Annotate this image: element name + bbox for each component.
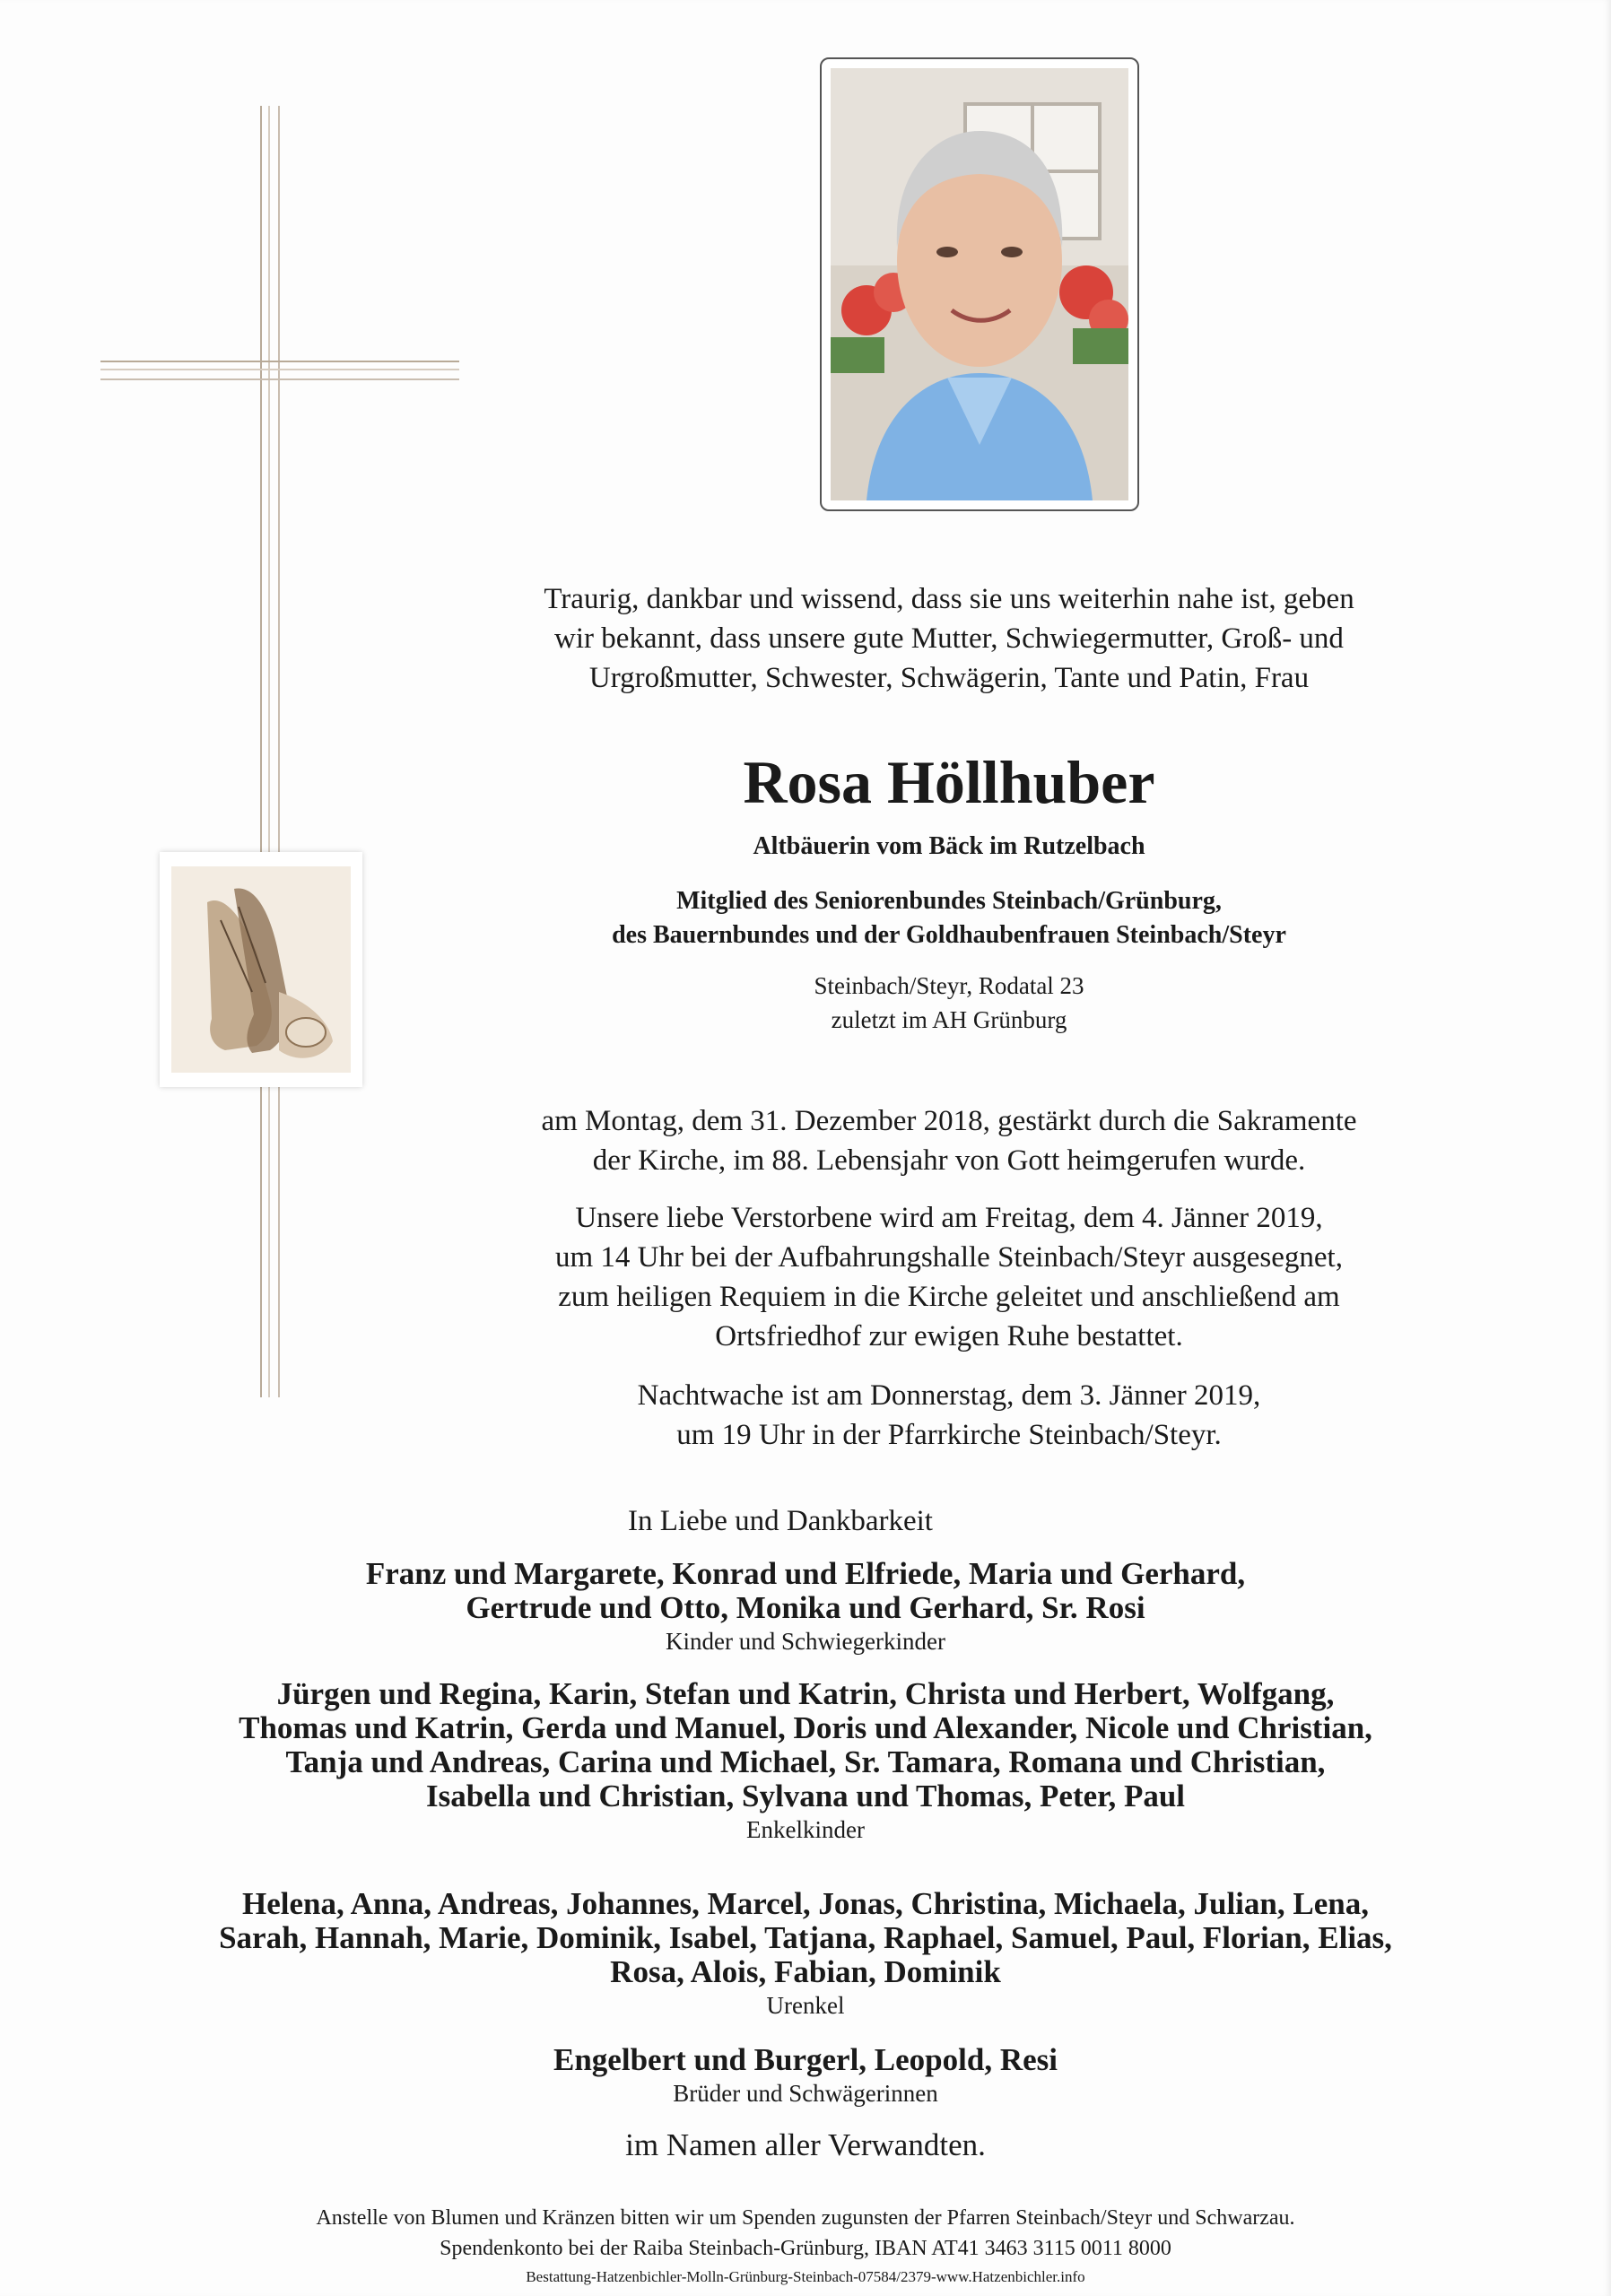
praying-hands-card <box>160 852 362 1087</box>
membership-line: Mitglied des Seniorenbundes Steinbach/Grünburg, <box>676 887 1222 915</box>
family-names-line: Jürgen und Regina, Karin, Stefan und Katrin, Christa und Herbert, Wolfgang, <box>276 1676 1335 1711</box>
death-notice-line: der Kirche, im 88. Lebensjahr von Gott heimgerufen wurde. <box>592 1144 1306 1177</box>
footer-line: Spendenkonto bei der Raiba Steinbach-Grünburg, IBAN AT41 3463 3115 0011 8000 <box>440 2237 1171 2260</box>
praying-hands-icon <box>171 866 351 1073</box>
address <box>466 969 1432 1037</box>
cross-bar <box>100 361 459 380</box>
death-notice-line: am Montag, dem 31. Dezember 2018, gestärkt durch die Sakramente <box>541 1105 1357 1137</box>
family-group-children <box>135 1557 1476 1657</box>
vigil-line: Nachtwache ist am Donnerstag, dem 3. Jänner 2019, <box>637 1379 1261 1412</box>
funeral-line: Ortsfriedhof zur ewigen Ruhe bestattet. <box>715 1320 1183 1352</box>
address-line: zuletzt im AH Grünburg <box>831 1006 1067 1033</box>
family-group-siblings <box>135 2043 1476 2109</box>
membership-line: des Bauernbundes und der Goldhaubenfrauen Steinbach/Steyr <box>612 921 1286 949</box>
cross-icon <box>260 106 280 1397</box>
funeral-info <box>466 1198 1432 1356</box>
intro-text <box>466 579 1432 698</box>
footer-line: Anstelle von Blumen und Kränzen bitten wir um Spenden zugunsten der Pfarren Steinbach/Steyr und Schwarzau. <box>316 2206 1295 2230</box>
portrait-photo <box>820 57 1139 511</box>
family-relation: Urenkel <box>766 1992 845 2019</box>
family-names-line: Thomas und Katrin, Gerda und Manuel, Doris und Alexander, Nicole und Christian, <box>239 1710 1372 1745</box>
family-relation: Brüder und Schwägerinnen <box>673 2080 938 2107</box>
family-names-line: Rosa, Alois, Fabian, Dominik <box>610 1954 1001 1989</box>
closing-line: im Namen aller Verwandten. <box>625 2127 986 2162</box>
in-love-heading: In Liebe und Dankbarkeit <box>628 1505 933 1537</box>
undertaker-credit: Bestattung-Hatzenbichler-Molln-Grünburg-Steinbach-07584/2379-www.Hatzenbichler.info <box>526 2268 1085 2285</box>
family-relation: Enkelkinder <box>746 1816 865 1843</box>
address-line: Steinbach/Steyr, Rodatal 23 <box>814 972 1084 999</box>
funeral-line: Unsere liebe Verstorbene wird am Freitag, dem 4. Jänner 2019, <box>575 1202 1323 1234</box>
funeral-line: um 14 Uhr bei der Aufbahrungshalle Steinbach/Steyr ausgesegnet, <box>555 1241 1343 1274</box>
deceased-title: Altbäuerin vom Bäck im Rutzelbach <box>753 832 1145 860</box>
vigil-line: um 19 Uhr in der Pfarrkirche Steinbach/Steyr. <box>676 1419 1222 1451</box>
family-names-line: Engelbert und Burgerl, Leopold, Resi <box>553 2042 1058 2077</box>
intro-line: Traurig, dankbar und wissend, dass sie uns weiterhin nahe ist, geben <box>544 583 1354 615</box>
memberships <box>466 884 1432 952</box>
family-names-line: Gertrude und Otto, Monika und Gerhard, Sr. Rosi <box>466 1590 1145 1625</box>
intro-line: wir bekannt, dass unsere gute Mutter, Schwiegermutter, Groß- und <box>554 622 1344 655</box>
family-names-line: Helena, Anna, Andreas, Johannes, Marcel, Jonas, Christina, Michaela, Julian, Lena, <box>242 1886 1369 1921</box>
family-names-line: Isabella und Christian, Sylvana und Thomas, Peter, Paul <box>425 1779 1186 1813</box>
family-group-grandchildren <box>135 1677 1476 1846</box>
family-names-line: Tanja und Andreas, Carina und Michael, Sr. Tamara, Romana und Christian, <box>285 1744 1326 1779</box>
intro-line: Urgroßmutter, Schwester, Schwägerin, Tante und Patin, Frau <box>588 662 1310 694</box>
donation-footer <box>135 2203 1476 2264</box>
family-relation: Kinder und Schwiegerkinder <box>666 1628 945 1655</box>
family-group-great-grandchildren <box>135 1887 1476 2022</box>
family-names-line: Sarah, Hannah, Marie, Dominik, Isabel, Tatjana, Raphael, Samuel, Paul, Florian, Elias, <box>219 1920 1392 1955</box>
deceased-name: Rosa Höllhuber <box>743 748 1155 816</box>
vigil-info <box>466 1376 1432 1455</box>
funeral-line: zum heiligen Requiem in die Kirche geleitet und anschließend am <box>558 1281 1340 1313</box>
death-notice <box>466 1101 1432 1180</box>
family-names-line: Franz und Margarete, Konrad und Elfriede, Maria und Gerhard, <box>365 1556 1246 1591</box>
